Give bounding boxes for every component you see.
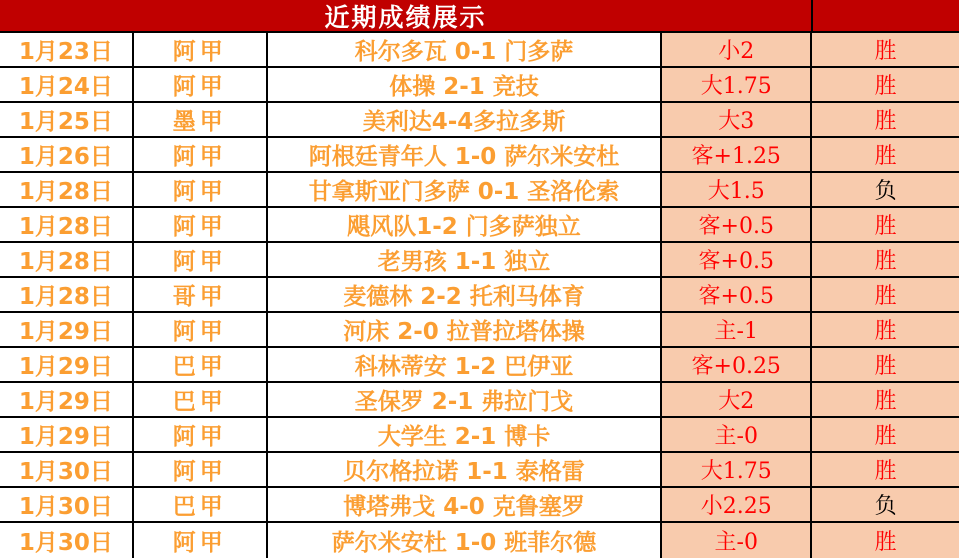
league-cell: 墨甲: [134, 103, 268, 136]
header-empty-cell: [813, 0, 959, 31]
rows-container: [0, 33, 959, 558]
league-cell: 巴甲: [134, 383, 268, 416]
handicap-cell: 主-0: [662, 418, 812, 451]
league-cell: 哥甲: [134, 278, 268, 311]
result-cell: 胜: [812, 243, 959, 276]
result-cell: 胜: [812, 278, 959, 311]
result-cell: 负: [812, 488, 959, 521]
handicap-cell: 小2: [662, 33, 812, 66]
table-row: [0, 33, 959, 68]
date-cell: 1月30日: [0, 488, 134, 521]
league-cell: 阿甲: [134, 313, 268, 346]
table-row: [0, 173, 959, 208]
handicap-cell: 客+1.25: [662, 138, 812, 171]
match-cell: 体操 2-1 竞技: [268, 68, 663, 101]
league-cell: 阿甲: [134, 243, 268, 276]
handicap-cell: 主-1: [662, 313, 812, 346]
result-cell: 胜: [812, 418, 959, 451]
result-cell: 胜: [812, 313, 959, 346]
handicap-cell: 客+0.25: [662, 348, 812, 381]
date-cell: 1月29日: [0, 383, 134, 416]
league-cell: 阿甲: [134, 173, 268, 206]
date-cell: 1月30日: [0, 453, 134, 486]
table-row: [0, 523, 959, 558]
handicap-cell: 大1.75: [662, 453, 812, 486]
handicap-cell: 客+0.5: [662, 243, 812, 276]
league-cell: 阿甲: [134, 418, 268, 451]
handicap-cell: 客+0.5: [662, 278, 812, 311]
date-cell: 1月29日: [0, 348, 134, 381]
result-cell: 胜: [812, 33, 959, 66]
table-row: [0, 243, 959, 278]
table-row: [0, 138, 959, 173]
league-cell: 巴甲: [134, 348, 268, 381]
table-row: [0, 68, 959, 103]
table-row: [0, 383, 959, 418]
table-header-row: [0, 0, 959, 33]
result-cell: 胜: [812, 103, 959, 136]
result-cell: 胜: [812, 453, 959, 486]
date-cell: 1月30日: [0, 523, 134, 558]
date-cell: 1月26日: [0, 138, 134, 171]
date-cell: 1月23日: [0, 33, 134, 66]
result-cell: 胜: [812, 208, 959, 241]
table-row: [0, 453, 959, 488]
date-cell: 1月28日: [0, 243, 134, 276]
match-cell: 飓风队1-2 门多萨独立: [268, 208, 663, 241]
date-cell: 1月28日: [0, 208, 134, 241]
date-cell: 1月28日: [0, 278, 134, 311]
match-cell: 科林蒂安 1-2 巴伊亚: [268, 348, 663, 381]
table-row: [0, 278, 959, 313]
match-cell: 科尔多瓦 0-1 门多萨: [268, 33, 663, 66]
match-cell: 圣保罗 2-1 弗拉门戈: [268, 383, 663, 416]
handicap-cell: 客+0.5: [662, 208, 812, 241]
match-cell: 甘拿斯亚门多萨 0-1 圣洛伦索: [268, 173, 663, 206]
table-title: 近期成绩展示: [0, 0, 813, 31]
result-cell: 负: [812, 173, 959, 206]
match-cell: 贝尔格拉诺 1-1 泰格雷: [268, 453, 663, 486]
result-cell: 胜: [812, 383, 959, 416]
date-cell: 1月28日: [0, 173, 134, 206]
result-cell: 胜: [812, 138, 959, 171]
handicap-cell: 大3: [662, 103, 812, 136]
handicap-cell: 大1.5: [662, 173, 812, 206]
match-cell: 河床 2-0 拉普拉塔体操: [268, 313, 663, 346]
league-cell: 阿甲: [134, 33, 268, 66]
handicap-cell: 大1.75: [662, 68, 812, 101]
league-cell: 阿甲: [134, 68, 268, 101]
league-cell: 阿甲: [134, 523, 268, 558]
handicap-cell: 小2.25: [662, 488, 812, 521]
match-cell: 美利达4-4多拉多斯: [268, 103, 663, 136]
match-cell: 阿根廷青年人 1-0 萨尔米安杜: [268, 138, 663, 171]
league-cell: 阿甲: [134, 453, 268, 486]
table-row: [0, 103, 959, 138]
date-cell: 1月29日: [0, 418, 134, 451]
match-cell: 萨尔米安杜 1-0 班菲尔德: [268, 523, 663, 558]
handicap-cell: 大2: [662, 383, 812, 416]
league-cell: 巴甲: [134, 488, 268, 521]
table-row: [0, 488, 959, 523]
date-cell: 1月25日: [0, 103, 134, 136]
result-cell: 胜: [812, 348, 959, 381]
match-cell: 麦德林 2-2 托利马体育: [268, 278, 663, 311]
league-cell: 阿甲: [134, 208, 268, 241]
match-cell: 老男孩 1-1 独立: [268, 243, 663, 276]
table-row: [0, 313, 959, 348]
match-cell: 博塔弗戈 4-0 克鲁塞罗: [268, 488, 663, 521]
table-row: [0, 348, 959, 383]
league-cell: 阿甲: [134, 138, 268, 171]
table-row: [0, 418, 959, 453]
result-cell: 胜: [812, 68, 959, 101]
date-cell: 1月29日: [0, 313, 134, 346]
match-cell: 大学生 2-1 博卡: [268, 418, 663, 451]
handicap-cell: 主-0: [662, 523, 812, 558]
result-cell: 胜: [812, 523, 959, 558]
table-row: [0, 208, 959, 243]
date-cell: 1月24日: [0, 68, 134, 101]
